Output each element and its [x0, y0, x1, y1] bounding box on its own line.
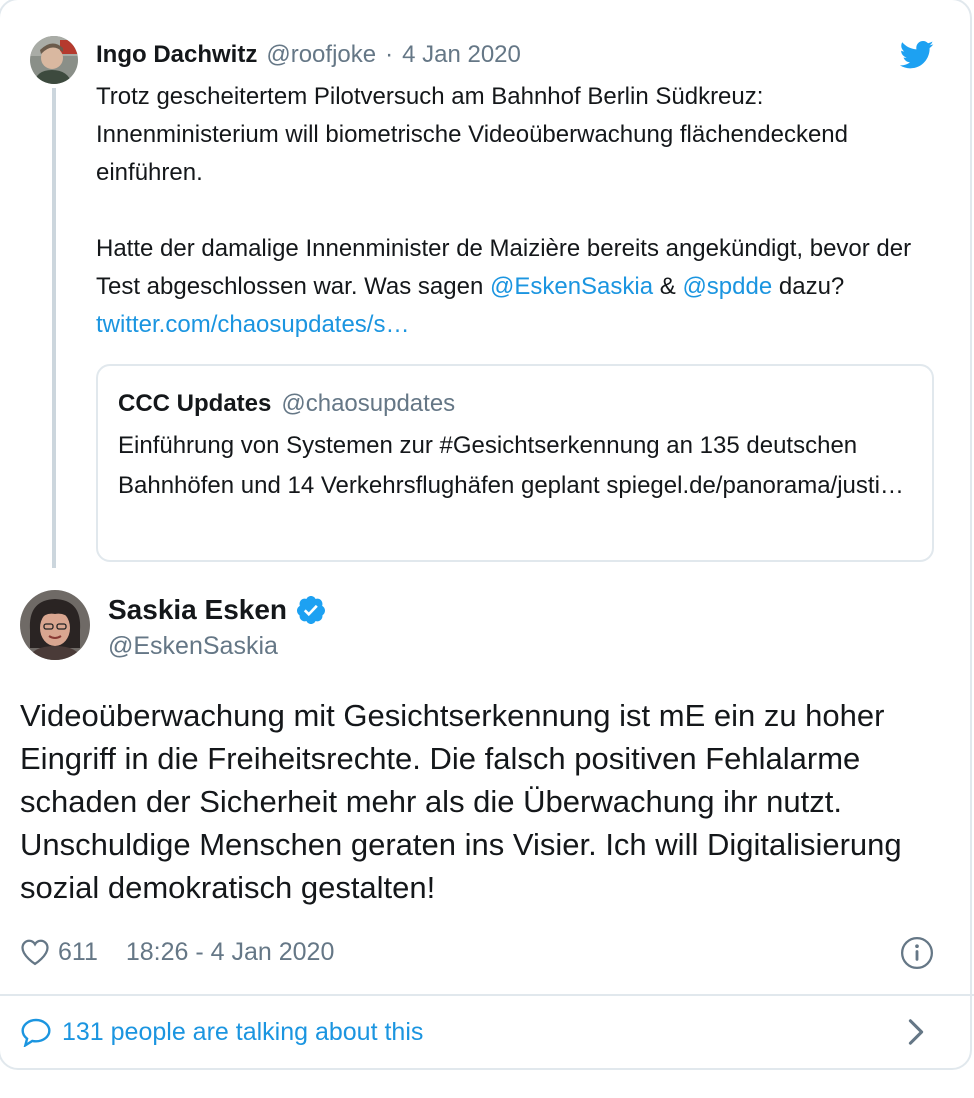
main-author-avatar[interactable] [20, 590, 90, 660]
tweet-meta-row [20, 932, 334, 972]
quoted-tweet-card[interactable] [96, 364, 934, 562]
parent-author-handle[interactable]: @roofjoke [266, 41, 377, 68]
twitter-bird-icon[interactable] [900, 40, 934, 70]
parent-tweet-date[interactable]: 4 Jan 2020 [402, 41, 521, 68]
quoted-author-handle: @chaosupdates [281, 390, 456, 417]
main-tweet-text: Videoüberwachung mit Gesichtserkennung ist mE ein zu hoher Eingriff in die Freiheitsrechte. Die falsch positiven Fehlalarme schaden der Sicherheit mehr als die Überwachung ihr nutzt. Unschuldige Menschen geraten ins Visier. Ich will Digitalisierung sozial demokratisch gestalten! [20, 698, 902, 905]
parent-tweet-paragraph-2 [96, 230, 936, 344]
thread-connector-line [52, 88, 56, 568]
like-count[interactable]: 611 [58, 937, 98, 966]
ampersand-text: & [653, 273, 683, 300]
quoted-tweet-url-link[interactable]: twitter.com/chaosupdates/s… [96, 311, 410, 338]
mention-spdde-link[interactable]: @spdde [682, 273, 773, 300]
chevron-right-icon[interactable] [904, 1018, 928, 1046]
quoted-tweet-text: Einführung von Systemen zur #Gesichtserkennung an 135 deutschen Bahnhöfen und 14 Verkehrsflughäfen geplant spiegel.de/panorama/justi… [118, 432, 904, 499]
footer-divider [0, 994, 974, 996]
speech-bubble-icon [20, 1017, 52, 1047]
main-author-name-row [108, 590, 327, 630]
parent-author-avatar[interactable] [30, 36, 78, 84]
quoted-tweet-header [118, 386, 455, 422]
parent-tweet-paragraph-1: Trotz gescheitertem Pilotversuch am Bahnhof Berlin Südkreuz: Innenministerium will biometrische Videoüberwachung flächendeckend einführen. [96, 83, 848, 186]
conversation-link[interactable] [20, 1012, 423, 1052]
header-separator: · [385, 41, 394, 68]
parent-tweet-text [96, 78, 936, 344]
quoted-author-name: CCC Updates [118, 390, 272, 417]
verified-badge-icon [295, 594, 327, 626]
info-icon[interactable] [900, 936, 934, 970]
main-author-handle[interactable]: @EskenSaskia [108, 632, 278, 660]
heart-icon[interactable] [20, 938, 50, 966]
mention-esken-link[interactable]: @EskenSaskia [489, 273, 654, 300]
dazu-text: dazu? [772, 273, 845, 300]
tweet-timestamp[interactable]: 18:26 - 4 Jan 2020 [125, 937, 335, 966]
main-author-name[interactable]: Saskia Esken [108, 594, 288, 625]
parent-author-name[interactable]: Ingo Dachwitz [96, 41, 258, 68]
conversation-text[interactable]: 131 people are talking about this [62, 1017, 424, 1046]
parent-tweet-header [96, 38, 521, 72]
paragraph-2-text: Hatte der damalige Innenminister de Maizière bereits angekündigt, bevor der Test abgeschlossen war. Was sagen [96, 235, 912, 300]
